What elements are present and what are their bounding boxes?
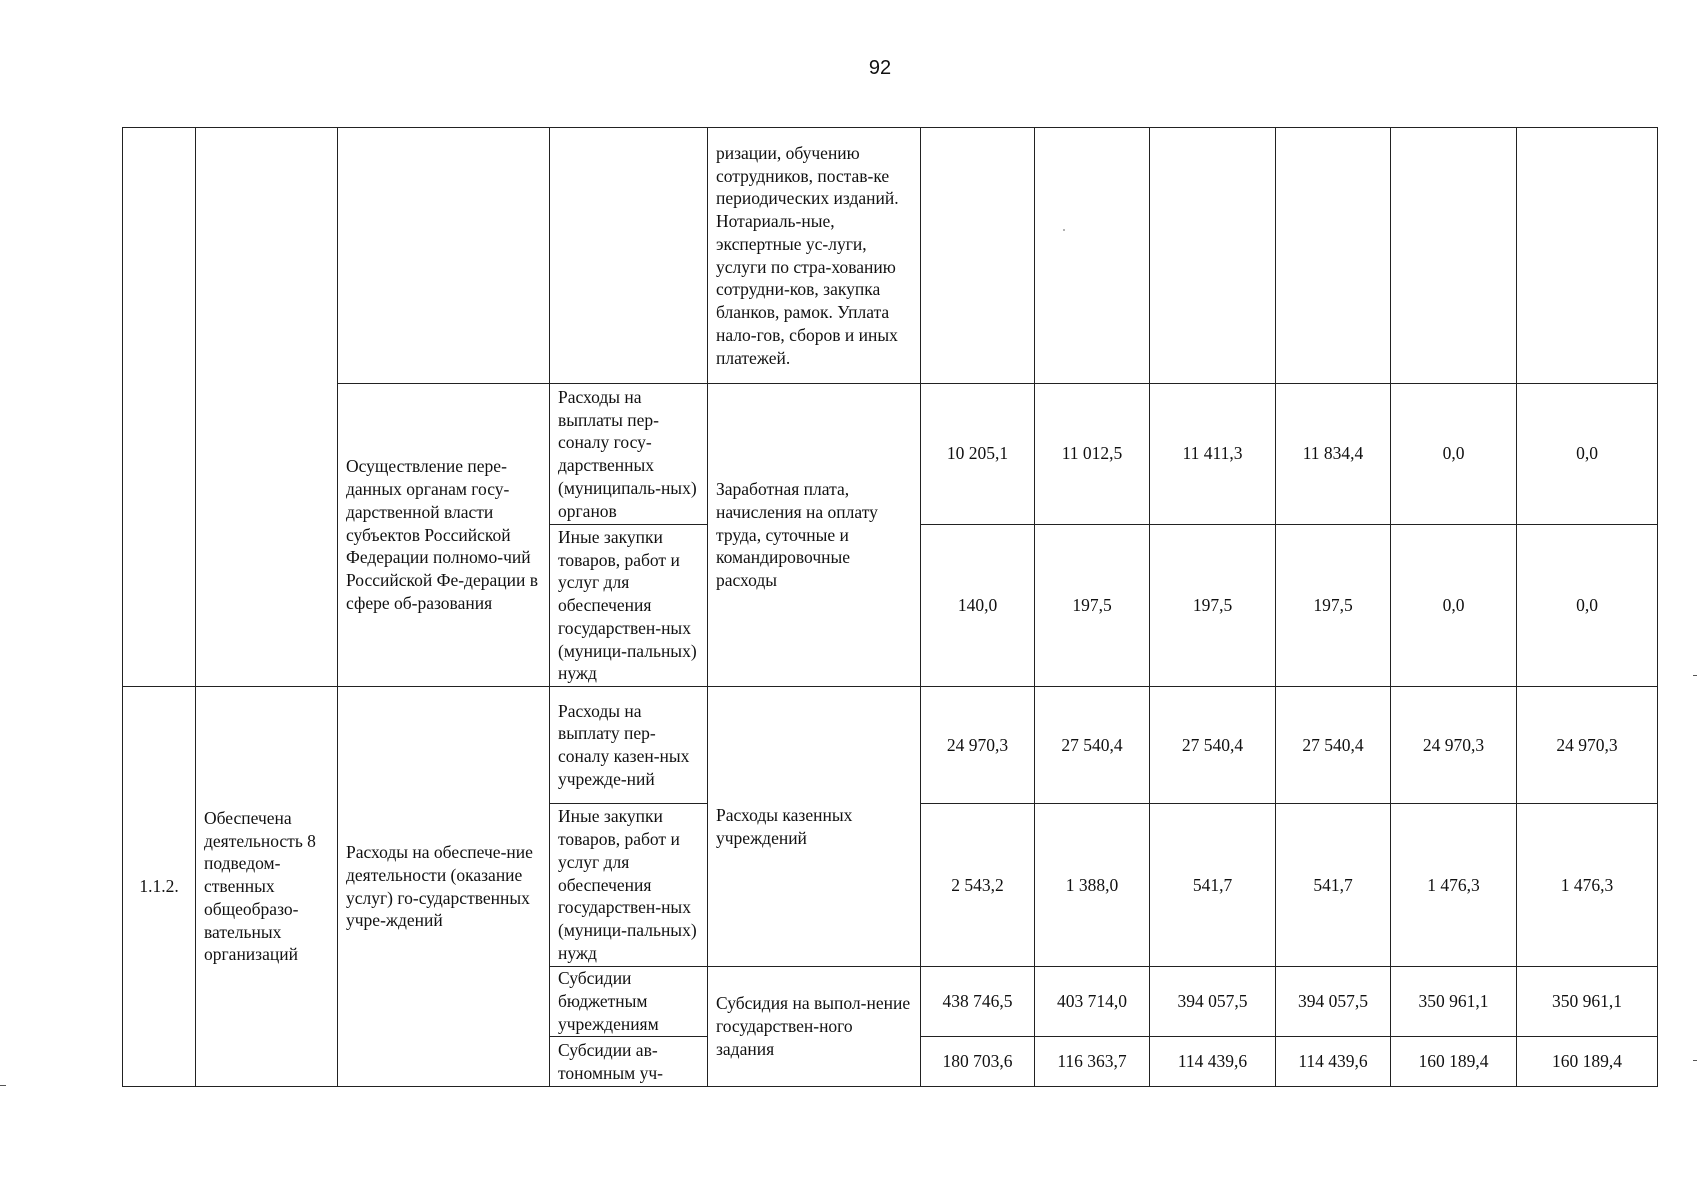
value-cell: 1 388,0 xyxy=(1035,804,1150,967)
expense-type-cell: Иные закупки товаров, работ и услуг для обеспечения государствен-ных (муници-пальных) нужд xyxy=(550,804,708,967)
code-cell xyxy=(123,128,196,687)
value-cell: 24 970,3 xyxy=(921,687,1035,804)
value-cell: 350 961,1 xyxy=(1391,967,1517,1037)
expense-type-cell xyxy=(550,128,708,384)
value-cell: 160 189,4 xyxy=(1391,1037,1517,1087)
measure-cell: Осуществление пере-данных органам госу-дарственной власти субъектов Российской Федерации полномо-чий Российской Фе-дерации в сфере об-разования xyxy=(338,384,550,687)
description-cell: Заработная плата, начисления на оплату труда, суточные и командировочные расходы xyxy=(708,384,921,687)
value-cell: 350 961,1 xyxy=(1517,967,1658,1037)
description-cell: Расходы казенных учреждений xyxy=(708,687,921,967)
value-cell: 24 970,3 xyxy=(1517,687,1658,804)
value-cell: 0,0 xyxy=(1517,384,1658,525)
value-cell: 11 834,4 xyxy=(1276,384,1391,525)
value-cell: 0,0 xyxy=(1517,525,1658,687)
expense-type-cell: Субсидии ав-тономным уч- xyxy=(550,1037,708,1087)
expense-type-cell: Расходы на выплату пер-соналу казен-ных учрежде-ний xyxy=(550,687,708,804)
value-cell: 140,0 xyxy=(921,525,1035,687)
value-cell: 160 189,4 xyxy=(1517,1037,1658,1087)
value-cell: 403 714,0 xyxy=(1035,967,1150,1037)
expense-type-cell: Иные закупки товаров, работ и услуг для обеспечения государствен-ных (муници-пальных) нужд xyxy=(550,525,708,687)
value-cell: 114 439,6 xyxy=(1150,1037,1276,1087)
budget-table xyxy=(122,127,1658,1087)
value-cell: 180 703,6 xyxy=(921,1037,1035,1087)
value-cell: 1 476,3 xyxy=(1391,804,1517,967)
measure-cell: Расходы на обеспече-ние деятельности (оказание услуг) го-сударственных учре-ждений xyxy=(338,687,550,1087)
value-cell: 197,5 xyxy=(1276,525,1391,687)
value-cell xyxy=(1276,128,1391,384)
value-cell: 11 012,5 xyxy=(1035,384,1150,525)
value-cell: 0,0 xyxy=(1391,384,1517,525)
value-cell: 27 540,4 xyxy=(1150,687,1276,804)
table-row xyxy=(123,384,1658,525)
value-cell xyxy=(1150,128,1276,384)
value-cell: 197,5 xyxy=(1150,525,1276,687)
table-row xyxy=(123,687,1658,804)
value-cell: 2 543,2 xyxy=(921,804,1035,967)
value-cell: 541,7 xyxy=(1276,804,1391,967)
value-cell: 11 411,3 xyxy=(1150,384,1276,525)
description-cell: Субсидия на выпол-нение государствен-ного задания xyxy=(708,967,921,1087)
value-cell xyxy=(1517,128,1658,384)
value-cell: 1 476,3 xyxy=(1517,804,1658,967)
value-cell: 116 363,7 xyxy=(1035,1037,1150,1087)
page-number: 92 xyxy=(868,57,892,79)
measure-cell xyxy=(338,128,550,384)
expense-type-cell: Субсидии бюджетным учреждениям xyxy=(550,967,708,1037)
result-cell: Обеспечена деятельность 8 подведом-ственных общеобразо-вательных организаций xyxy=(196,687,338,1087)
value-cell xyxy=(1391,128,1517,384)
value-cell xyxy=(921,128,1035,384)
margin-tick xyxy=(0,1085,6,1086)
expense-type-cell: Расходы на выплаты пер-соналу госу-дарственных (муниципаль-ных) органов xyxy=(550,384,708,525)
value-cell: 394 057,5 xyxy=(1150,967,1276,1037)
value-cell: 197,5 xyxy=(1035,525,1150,687)
value-cell: 27 540,4 xyxy=(1035,687,1150,804)
value-cell: 0,0 xyxy=(1391,525,1517,687)
value-cell: 394 057,5 xyxy=(1276,967,1391,1037)
value-cell: 114 439,6 xyxy=(1276,1037,1391,1087)
value-cell: 10 205,1 xyxy=(921,384,1035,525)
value-cell xyxy=(1035,128,1150,384)
value-cell: 438 746,5 xyxy=(921,967,1035,1037)
value-cell: 24 970,3 xyxy=(1391,687,1517,804)
result-cell xyxy=(196,128,338,687)
margin-tick xyxy=(1693,675,1697,676)
description-cell: ризации, обучению сотрудников, постав-ке периодических изданий. Нотариаль-ные, экспертные ус-луги, услуги по стра-хованию сотрудни-ков, закупка бланков, рамок. Уплата нало-гов, сборов и иных платежей. xyxy=(708,128,921,384)
value-cell: 27 540,4 xyxy=(1276,687,1391,804)
margin-tick xyxy=(1693,1060,1697,1061)
table-row xyxy=(123,128,1658,384)
scan-speck xyxy=(1063,229,1065,231)
code-cell: 1.1.2. xyxy=(123,687,196,1087)
value-cell: 541,7 xyxy=(1150,804,1276,967)
